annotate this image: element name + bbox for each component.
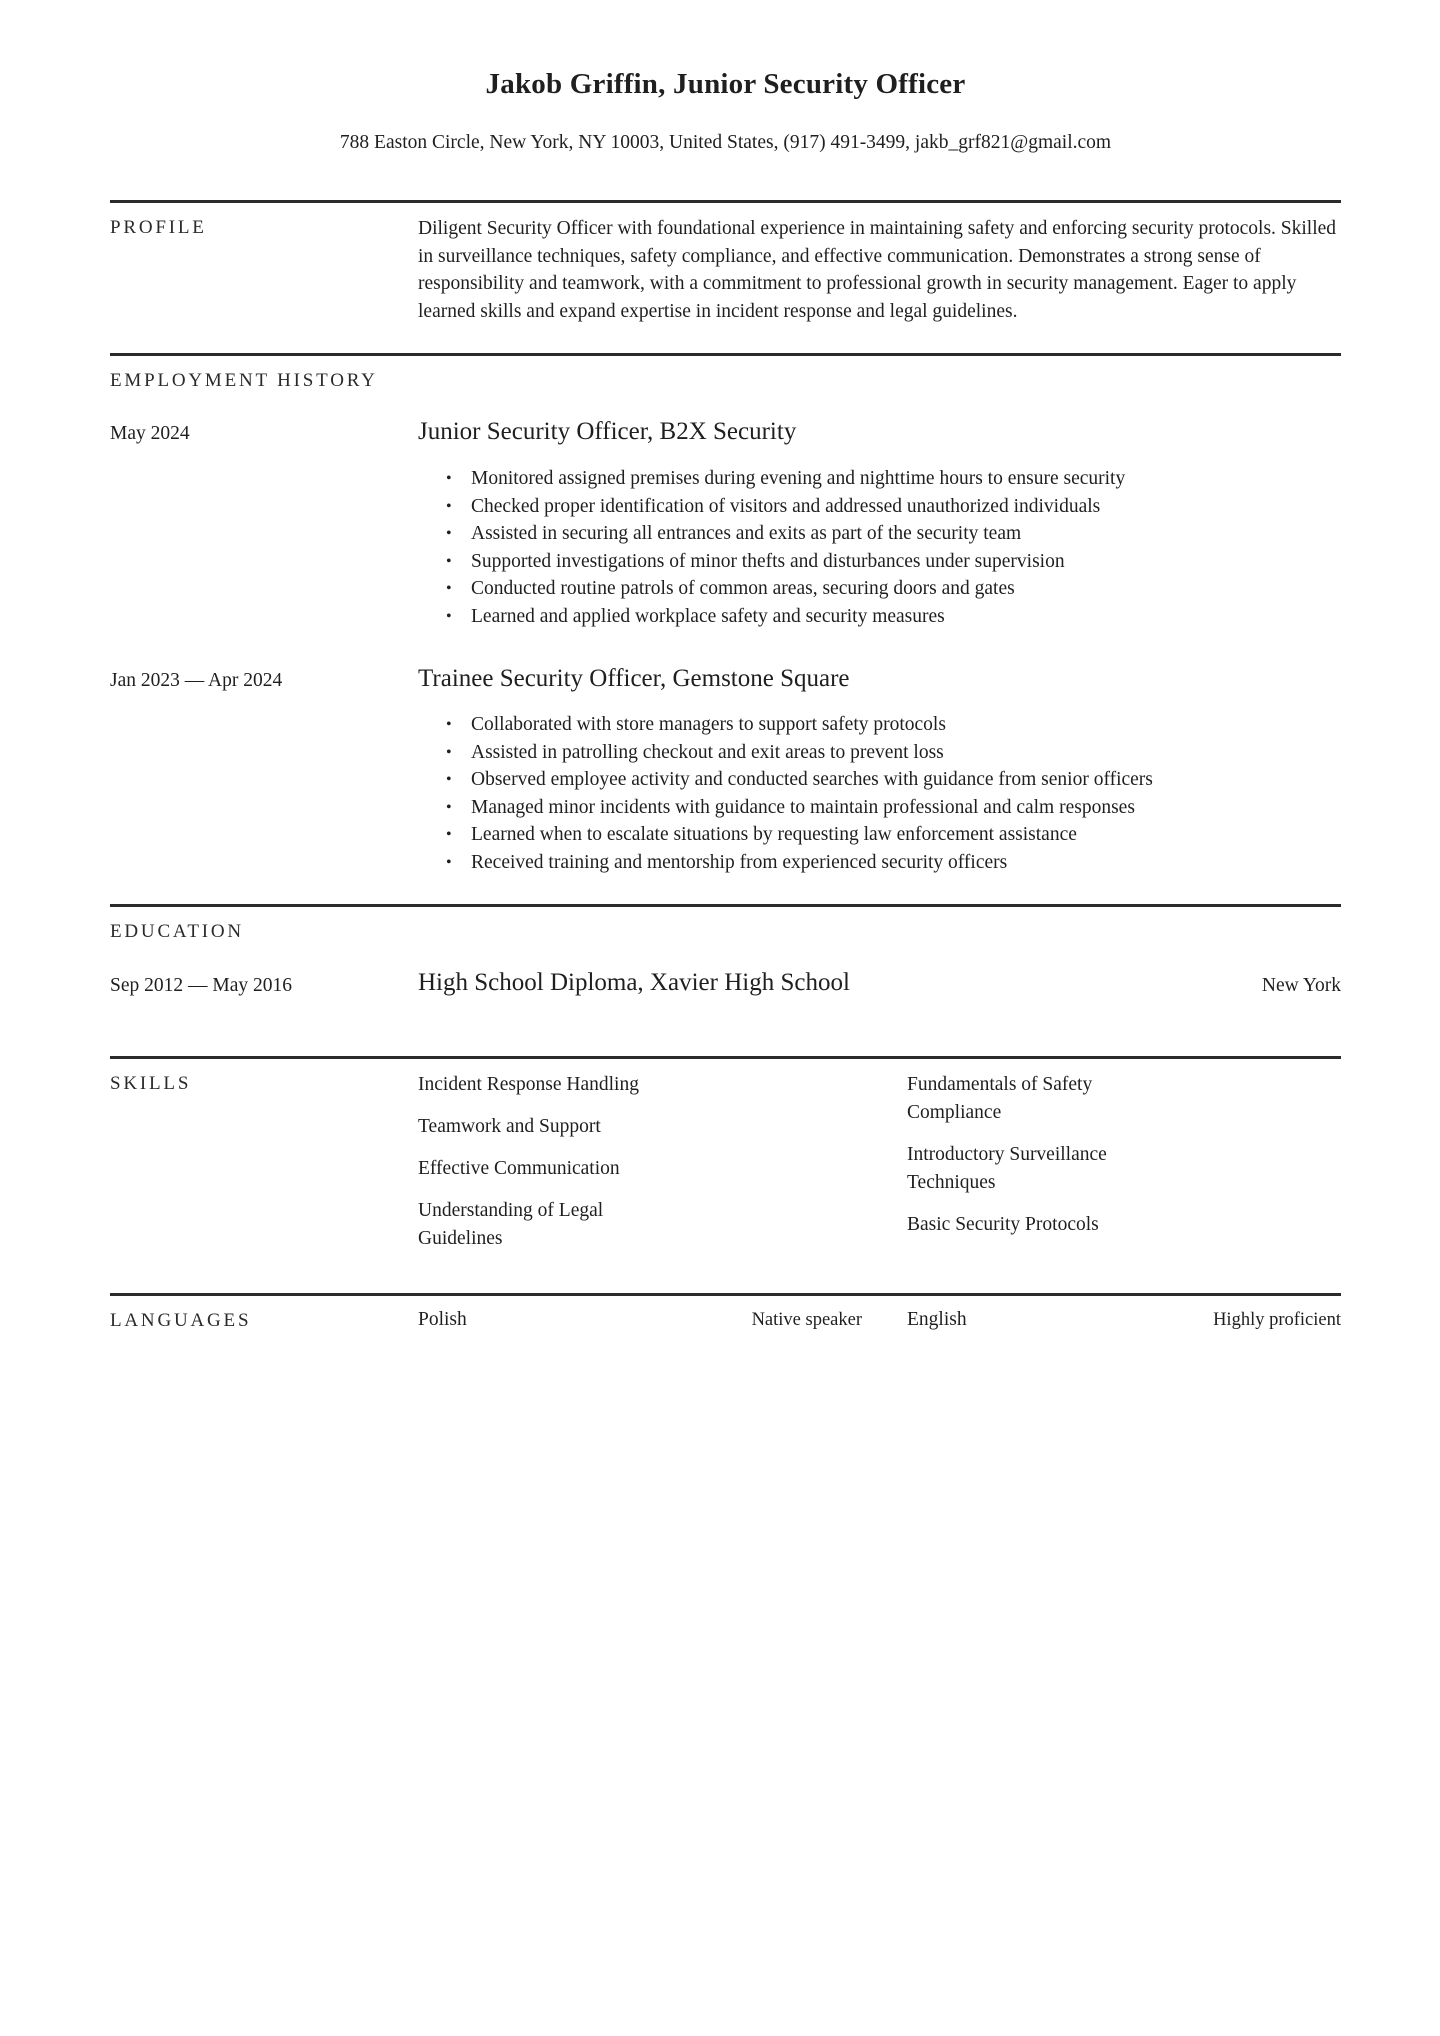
job-bullets — [418, 711, 1153, 876]
skill-item: Incident Response Handling — [418, 1074, 639, 1095]
skill-item: Introductory Surveillance Techniques — [907, 1144, 1107, 1193]
resume-title: Jakob Griffin, Junior Security Officer — [485, 68, 966, 100]
job-bullet: • Received training and mentorship from experienced security officers — [471, 849, 1153, 877]
skill-item: Fundamentals of Safety Compliance — [907, 1074, 1093, 1123]
job-bullet: • Learned when to escalate situations by requesting law enforcement assistance — [471, 821, 1153, 849]
job-bullet: • Learned and applied workplace safety and security measures — [471, 603, 1125, 631]
section-divider — [110, 904, 1341, 907]
education-location: New York — [1261, 975, 1341, 996]
job-bullet: • Observed employee activity and conducted searches with guidance from senior officers — [471, 766, 1153, 794]
language-name: English — [907, 1309, 967, 1330]
education-date: Sep 2012 — May 2016 — [110, 975, 292, 996]
job-bullet: • Checked proper identification of visitors and addressed unauthorized individuals — [471, 493, 1125, 521]
language-name: Polish — [418, 1309, 467, 1330]
education-title: High School Diploma, Xavier High School — [418, 969, 850, 996]
section-divider — [110, 1056, 1341, 1059]
skill-item: Effective Communication — [418, 1158, 620, 1179]
section-divider — [110, 353, 1341, 356]
section-label-languages: LANGUAGES — [110, 1310, 252, 1331]
job-bullet: • Monitored assigned premises during evening and nighttime hours to ensure security — [471, 465, 1125, 493]
skill-item: Teamwork and Support — [418, 1116, 601, 1137]
job-date: May 2024 — [110, 423, 190, 444]
section-divider — [110, 1293, 1341, 1296]
section-label-employment: EMPLOYMENT HISTORY — [110, 370, 378, 391]
profile-summary: Diligent Security Officer with foundational experience in maintaining safety and enforcing security protocols. Skilled in surveillance techniques, safety compliance, and effective communication. Demonstrates a strong sense of responsibility and teamwork, with a commitment to professional growth in security management. Eager to apply learned skills and expand expertise in incident response and legal guidelines. — [418, 218, 1337, 322]
job-bullet: • Managed minor incidents with guidance to maintain professional and calm responses — [471, 794, 1153, 822]
section-label-education: EDUCATION — [110, 921, 244, 942]
job-bullet: • Assisted in patrolling checkout and exit areas to prevent loss — [471, 739, 1153, 767]
job-bullet: • Collaborated with store managers to support safety protocols — [471, 711, 1153, 739]
job-title: Trainee Security Officer, Gemstone Square — [418, 665, 850, 692]
contact-info: 788 Easton Circle, New York, NY 10003, United States, (917) 491-3499, jakb_grf821@gmail.com — [339, 132, 1112, 153]
section-label-profile: PROFILE — [110, 217, 207, 238]
job-bullet: • Assisted in securing all entrances and exits as part of the security team — [471, 520, 1125, 548]
job-bullet: • Supported investigations of minor thefts and disturbances under supervision — [471, 548, 1125, 576]
job-date: Jan 2023 — Apr 2024 — [110, 670, 283, 691]
job-bullet: • Conducted routine patrols of common areas, securing doors and gates — [471, 575, 1125, 603]
skill-item: Understanding of Legal Guidelines — [418, 1200, 604, 1249]
job-bullets — [418, 465, 1125, 630]
section-divider — [110, 200, 1341, 203]
language-level: Highly proficient — [1213, 1310, 1341, 1330]
job-title: Junior Security Officer, B2X Security — [418, 418, 797, 445]
skill-item: Basic Security Protocols — [907, 1214, 1099, 1235]
section-label-skills: SKILLS — [110, 1073, 192, 1094]
language-level: Native speaker — [751, 1310, 862, 1330]
